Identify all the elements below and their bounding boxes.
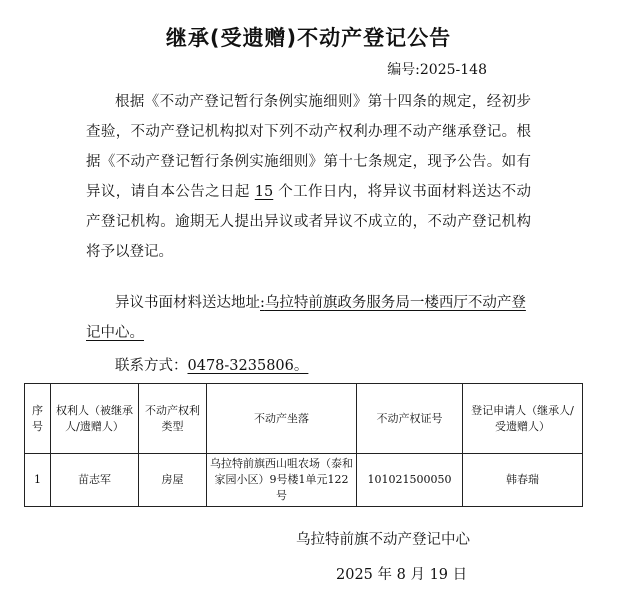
notice-body	[86, 87, 531, 267]
objection-days: 15	[254, 184, 274, 200]
table-row	[25, 454, 583, 507]
address-label: 异议书面材料送达地址	[115, 295, 260, 311]
notice-body-part1: 根据《不动产登记暂行条例实施细则》第十四条的规定，经初步查验，不动产登记机构拟对下列不动产权利办理不动产继承登记。根据《不动产登记暂行条例实施细则》第十七条规定，现予公告。如有异议，请自本公告之日起	[86, 94, 531, 200]
cell-applicant: 韩春瑞	[463, 454, 583, 507]
notice-title: 继承(受遗赠)不动产登记公告	[165, 26, 452, 50]
issue-date: 2025 年 8 月 19 日	[336, 567, 468, 583]
address-value: 乌拉特前旗政务服务局一楼西厅不动产登记中心。	[86, 295, 526, 341]
header-serial: 序号	[25, 384, 51, 454]
issuing-organization: 乌拉特前旗不动产登记中心	[296, 532, 470, 548]
contact-info	[86, 351, 308, 381]
address-value-group: :乌拉特前旗政务服务局一楼西厅不动产登记中心。	[86, 295, 526, 341]
cell-location: 乌拉特前旗西山咀农场（泰和家园小区）9号楼1单元122号	[207, 454, 357, 507]
cell-serial: 1	[25, 454, 51, 507]
header-applicant: 登记申请人（继承人/受遗赠人）	[463, 384, 583, 454]
notice-body-part2: 个工作日内，将异议书面材料送达不动产登记机构。逾期无人提出异议或者异议不成立的，不动产登记机构将予以登记。	[86, 184, 531, 260]
header-location: 不动产坐落	[207, 384, 357, 454]
cell-right-holder: 苗志军	[51, 454, 139, 507]
cell-right-type: 房屋	[139, 454, 207, 507]
table-header-row	[25, 384, 583, 454]
objection-address	[86, 288, 531, 348]
registration-table	[24, 383, 583, 507]
contact-phone: 0478-3235806。	[187, 358, 309, 374]
header-certificate-no: 不动产权证号	[357, 384, 463, 454]
contact-label: 联系方式：	[115, 358, 188, 374]
header-right-type: 不动产权利类型	[139, 384, 207, 454]
cell-certificate-no: 101021500050	[357, 454, 463, 507]
header-right-holder: 权利人（被继承人/遗赠人）	[51, 384, 139, 454]
document-number: 编号:2025-148	[387, 62, 487, 78]
